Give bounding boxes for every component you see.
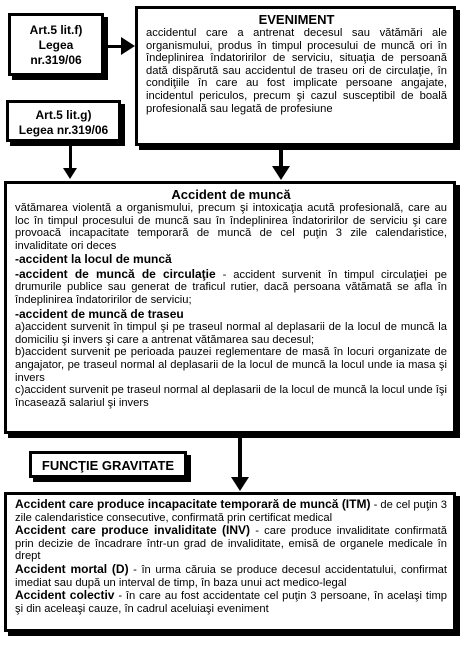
art5-litg-line1: Art.5 lit.g) — [35, 108, 92, 122]
arrow-accident-to-gravitate-head — [231, 477, 249, 491]
arrow-eveniment-to-accident-shaft — [279, 150, 283, 166]
art5-litf-box — [8, 13, 104, 76]
inv-title: Accident care produce invaliditate (INV) — [15, 523, 251, 538]
accident-traseu-c: c)accident survenit pe traseul normal al deplasarii de la locul de muncă la locul unde îşi încasează salariul şi invers — [15, 384, 447, 409]
inv-item — [15, 524, 447, 563]
itm-item — [15, 498, 447, 524]
accident-traseu-a: a)accident survenit în timpul şi pe traseul normal al deplasarii de la locul de muncă la domiciliu şi invers şi care a antrenat vătămarea sau decesul; — [15, 321, 447, 346]
accident-de-munca-box — [4, 181, 456, 434]
mortal-title: Accident mortal (D) — [15, 561, 129, 576]
functie-gravitate-label: FUNCŢIE GRAVITATE — [41, 458, 175, 473]
accident-definition: vătămarea violentă a organismului, precum şi intoxicaţia acută profesională, care au loc în timpul procesului de muncă sau în îndeplinirea îndatoririlor de serviciu şi care provoacă incapacitate temporară de muncă de cel puţin 3 zile calendaristice, invaliditate ori deces — [15, 202, 447, 252]
art5-litg-box — [6, 100, 121, 142]
colectiv-title: Accident colectiv — [15, 588, 115, 603]
accident-circulatie-text: - accident survenit în timpul circulaţiei pe drumurile publice sau generat de traficul rutier, dacă persoana vătămată se afla în îndeplinirea îndatoririlor de serviciu; — [15, 268, 447, 307]
arrow-art1-to-eveniment-head — [121, 37, 135, 55]
itm-title: Accident care produce incapacitate temporară de muncă (ITM) — [15, 497, 371, 511]
arrow-art2-to-accident-shaft — [69, 145, 72, 168]
eveniment-box — [135, 6, 456, 146]
colectiv-item — [15, 589, 447, 615]
accident-circulatie-title: -accident de muncă de circulaţie — [15, 266, 216, 281]
inv-text: - care produce invaliditate confirmată prin decizie de încadrare într-un grad de invaliditate, emisă de organele medicale în drept — [15, 525, 447, 563]
arrow-accident-to-gravitate-shaft — [238, 437, 242, 477]
art5-litf-line3: nr.319/06 — [30, 53, 82, 67]
accident-circulatie — [15, 268, 447, 307]
arrow-art2-to-accident-head — [63, 168, 77, 179]
art5-litf-line1: Art.5 lit.f) — [29, 23, 83, 37]
art5-litg-line2: Legea nr.319/06 — [18, 123, 109, 137]
accident-loc-title: -accident la locul de muncă — [15, 252, 172, 267]
art5-litf-line2: Legea — [38, 38, 74, 52]
arrow-eveniment-to-accident-head — [272, 166, 290, 180]
eveniment-title: EVENIMENT — [258, 12, 335, 27]
accident-traseu-b: b)accident survenit pe perioada pauzei reglementare de masă în locuri organizate de angajator, pe traseul normal al deplasarii de la locul de muncă la locul unde ia masa şi invers — [15, 346, 447, 384]
accident-traseu-title: -accident de muncă de traseu — [15, 306, 184, 321]
colectiv-text: - în care au fost accidentate cel puţin 3 persoane, în acelaşi timp şi din aceleaşi cauze, în cadrul aceluiaşi eveniment — [15, 590, 448, 615]
mortal-item — [15, 563, 447, 589]
arrow-art1-to-eveniment-shaft — [107, 45, 121, 48]
functie-gravitate-box — [29, 451, 187, 478]
itm-text: - de cel puţin 3 zile calendaristice consecutive, confirmată prin certificat medical — [15, 499, 447, 524]
mortal-text: - în urma căruia se produce decesul accidentatului, confirmat imediat sau după un interval de timp, în baza unui act medico-legal — [15, 563, 447, 589]
gravitate-categories-box — [4, 492, 456, 632]
eveniment-text: accidentul care a antrenat decesul sau vătămări ale organismului, produs în timpul procesului de muncă ori în îndeplinirea îndatoririlor de serviciu, situaţia de persoană dată dispărută sau accidentul de traseu ori de circulaţie, în condiţiile în care au fost implicate persoane angajate, incidentul periculos, precum şi cazul susceptibil de boală profesională sau legată de profesiune — [146, 27, 447, 115]
accident-title: Accident de muncă — [171, 187, 291, 202]
